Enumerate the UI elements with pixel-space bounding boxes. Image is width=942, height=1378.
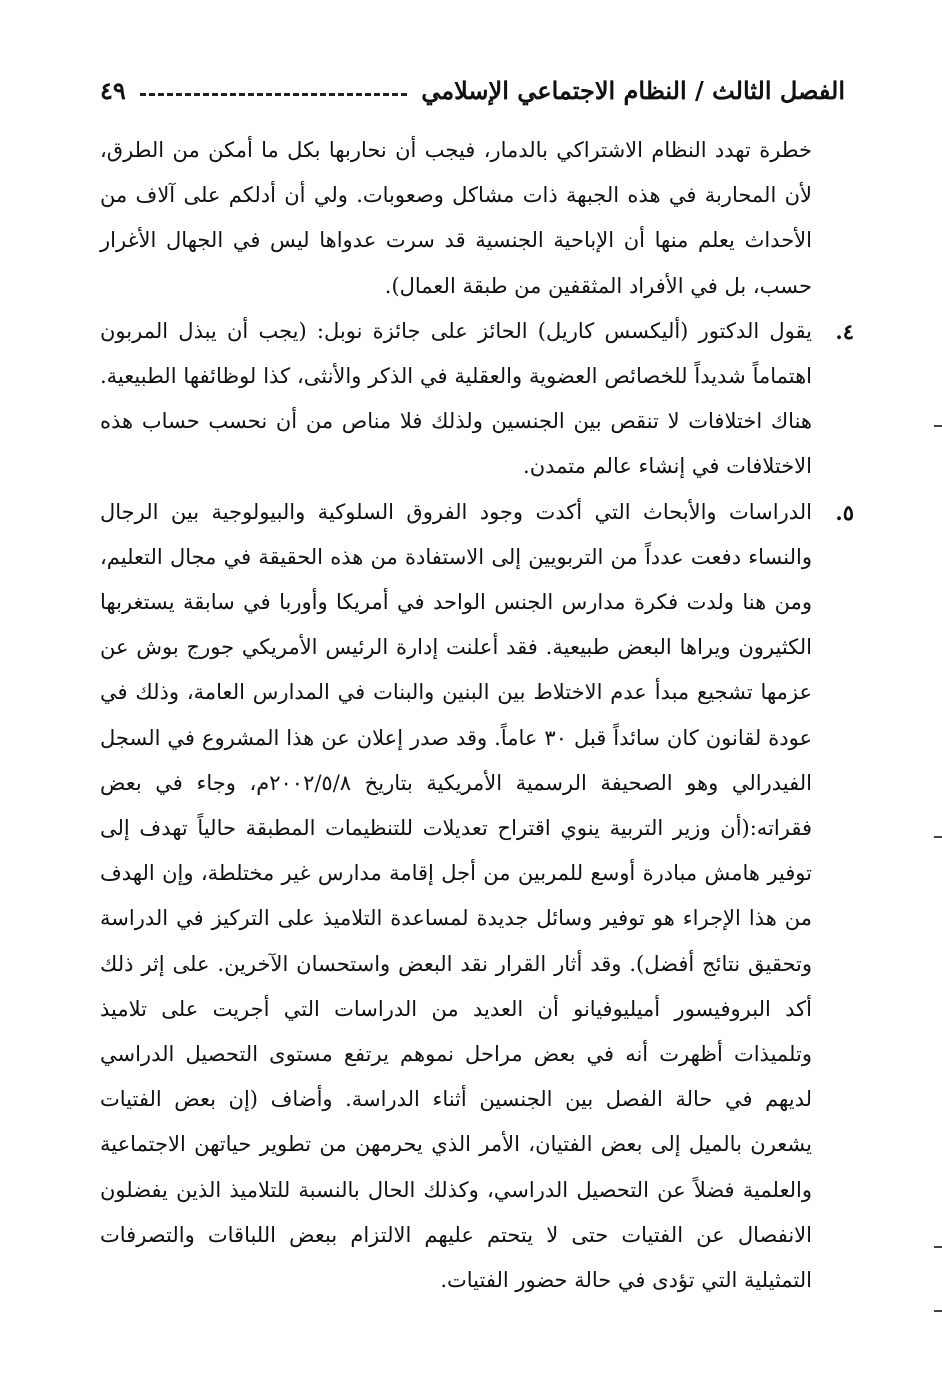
header-dash-leader [140, 93, 407, 96]
running-head [100, 70, 845, 110]
body-text [100, 128, 854, 1303]
page-number: ٤٩ [100, 75, 126, 105]
chapter-title: الفصل الثالث / النظام الاجتماعي الإسلامي [421, 75, 845, 105]
list-item-4-text: يقول الدكتور (أليكسس كاريل) الحائز على جائزة نوبل: (يجب أن يبذل المربون اهتماماً شديداً للخصائص العضوية والعقلية في الذكر والأنثى، كذا لوظائفها الطبيعية. هناك اختلافات لا تنقص بين الجنسين ولذلك فلا مناص من أن نحسب حساب هذه الاختلافات في إنشاء عالم متمدن. [100, 318, 812, 479]
list-marker-4: ٤. [835, 318, 854, 344]
margin-mark [934, 836, 942, 838]
intro-paragraph: خطرة تهدد النظام الاشتراكي بالدمار، فيجب أن نحاربها بكل ما أمكن من الطرق، لأن المحاربة في هذه الجبهة ذات مشاكل وصعوبات. ولي أن أدلكم على آلاف من الأحداث يعلم منها أن الإباحية الجنسية قد سرت عدواها ليس في الجهال الأغرار حسب، بل في الأفراد المثقفين من طبقة العمال). [100, 138, 812, 298]
list-item-5 [100, 490, 854, 1304]
list-item-4 [100, 309, 854, 490]
list-marker-5: ٥. [835, 499, 854, 525]
margin-mark [934, 425, 942, 427]
margin-mark [934, 1246, 942, 1248]
list-item-5-text: الدراسات والأبحاث التي أكدت وجود الفروق السلوكية والبيولوجية بين الرجال والنساء دفعت عدداً من التربويين إلى الاستفادة من هذه الحقيقة في مجال التعليم، ومن هنا ولدت فكرة مدارس الجنس الواحد في أمريكا وأوربا في سابقة يستغربها الكثيرون ويراها البعض طبيعية. فقد أعلنت إدارة الرئيس الأمريكي جورج بوش عن عزمها تشجيع مبدأ عدم الاختلاط بين البنين والبنات في المدارس العامة، وذلك في عودة لقانون كان سائداً قبل ٣٠ عاماً. وقد صدر إعلان عن هذا المشروع في السجل الفيدرالي وهو الصحيفة الرسمية الأمريكية بتاريخ ٢٠٠٢/٥/٨م، وجاء في بعض فقراته:(أن وزير التربية ينوي اقتراح تعديلات للتنظيمات المطبقة حالياً تهدف إلى توفير هامش مبادرة أوسع للمربين من أجل إقامة مدارس غير مختلطة، وإن الهدف من هذا الإجراء هو توفير وسائل جديدة لمساعدة التلاميذ على التركيز في الدراسة وتحقيق نتائج أفضل). وقد أثار القرار نقد البعض واستحسان الآخرين. على إثر ذلك أكد البروفيسور أميليوفيانو أن العديد من الدراسات التي أجريت على تلاميذ وتلميذات أظهرت أنه في بعض مراحل نموهم يرتفع مستوى التحصيل الدراسي لديهم في حالة الفصل بين الجنسين أثناء الدراسة. وأضاف (إن بعض الفتيات يشعرن بالميل إلى بعض الفتيان، الأمر الذي يحرمهن من تطوير حياتهن الاجتماعية والعلمية فضلاً عن التحصيل الدراسي، وكذلك الحال بالنسبة للتلاميذ الذين يفضلون الانفصال عن الفتيات حتى لا يتحتم عليهم الالتزام ببعض اللباقات والتصرفات التمثيلية التي تؤدى في حالة حضور الفتيات. [100, 499, 812, 1293]
margin-mark [934, 1310, 942, 1312]
